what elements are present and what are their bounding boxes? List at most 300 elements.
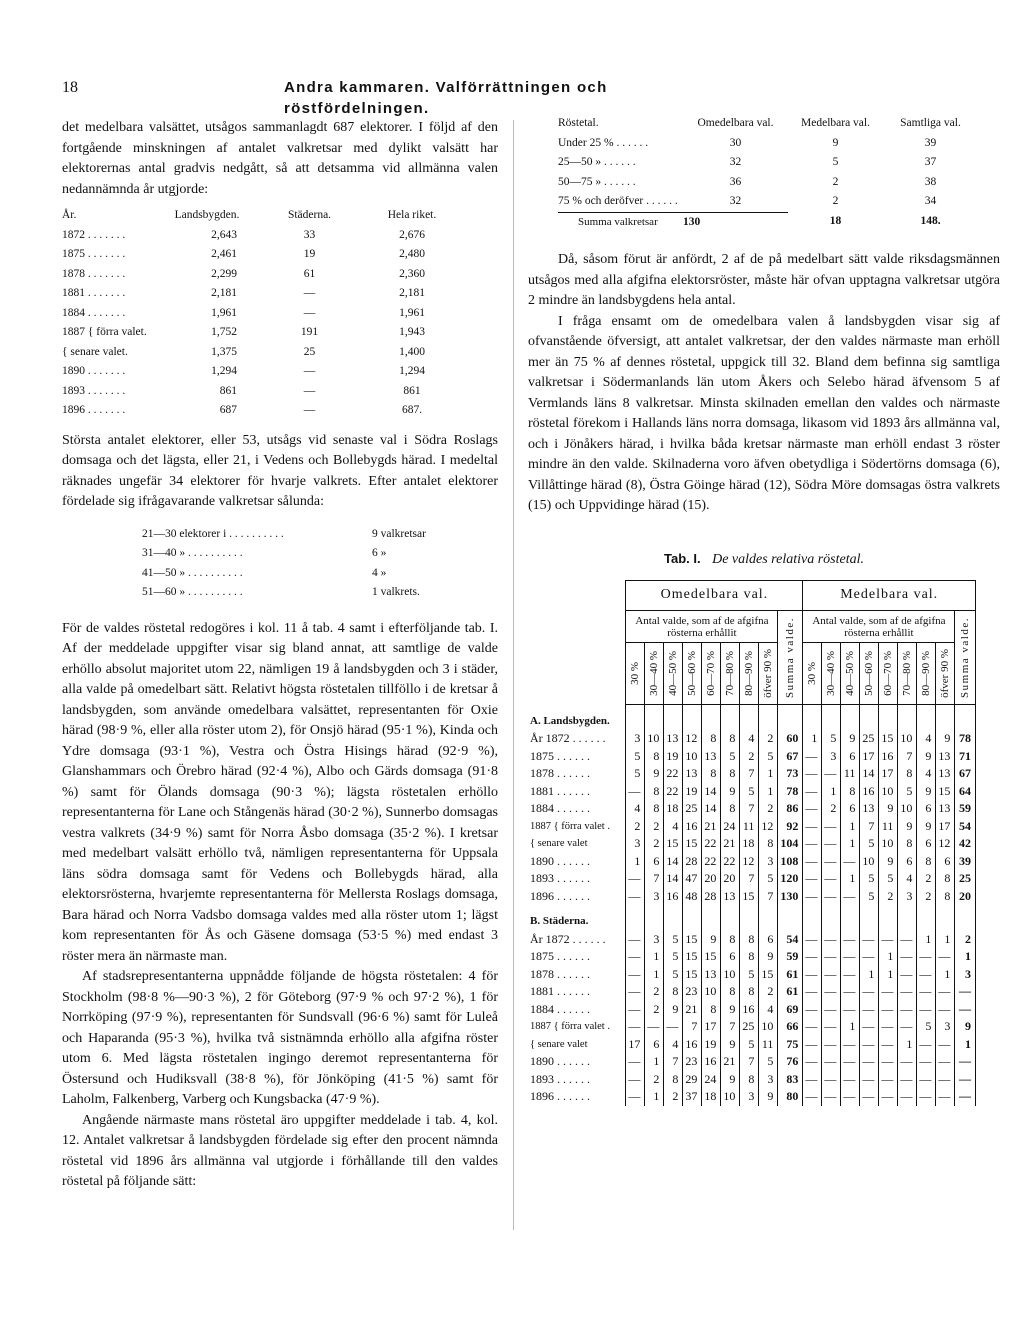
- cell: —: [803, 765, 822, 783]
- cell: —: [917, 1088, 936, 1106]
- cell: 8: [898, 765, 917, 783]
- cell: 9: [898, 818, 917, 836]
- cell: 12: [740, 853, 759, 871]
- row-label: 1890 . . . . . .: [528, 853, 626, 871]
- table-title: De valdes relativa röstetal.: [712, 551, 864, 567]
- cell: 1: [645, 1053, 664, 1071]
- row-label: 75 % och deröfver . . . . . .: [558, 195, 678, 207]
- cell: —: [898, 966, 917, 984]
- sum-cell: 9: [955, 1018, 976, 1036]
- pct-header: 70—80 %: [898, 643, 917, 705]
- cell: [721, 705, 740, 731]
- cell: 3: [626, 730, 645, 748]
- cell: 8: [740, 931, 759, 949]
- table-row: [62, 362, 462, 382]
- table-row: [62, 343, 462, 363]
- table-row: [62, 304, 462, 324]
- cell: —: [879, 1088, 898, 1106]
- cell: 4: [664, 818, 683, 836]
- cell: 8: [721, 765, 740, 783]
- table-row: [528, 888, 976, 906]
- cell: —: [626, 948, 645, 966]
- cell: 9 valkretsar: [372, 527, 426, 540]
- row-label: 1878 . . . . . .: [528, 966, 626, 984]
- cell: [759, 705, 778, 731]
- cell: 19: [303, 248, 316, 260]
- cell: —: [879, 1053, 898, 1071]
- cell: —: [841, 966, 860, 984]
- cell: 15: [936, 783, 955, 801]
- paragraph: [62, 619, 498, 968]
- cell: 3: [822, 748, 841, 766]
- sum-cell: 120: [778, 870, 803, 888]
- cell: —: [841, 888, 860, 906]
- header-omedelbara: Omedelbara val.: [626, 581, 803, 611]
- sum-cell: 66: [778, 1018, 803, 1036]
- cell: 1,375: [211, 345, 237, 358]
- cell: [936, 705, 955, 731]
- cell: 8: [740, 983, 759, 1001]
- cell: 8: [740, 948, 759, 966]
- cell: —: [936, 1001, 955, 1019]
- cell: 7: [721, 1018, 740, 1036]
- cell: 5: [832, 156, 839, 168]
- cell: —: [860, 1001, 879, 1019]
- pct-header: öfver 90 %: [759, 643, 778, 705]
- cell: 15: [879, 730, 898, 748]
- cell: 1,961: [399, 306, 425, 319]
- table-row: [528, 1018, 976, 1036]
- sum-cell: —: [955, 1053, 976, 1071]
- row-label: { senare valet: [528, 835, 626, 853]
- cell: —: [860, 1071, 879, 1089]
- table-number: Tab. I.: [663, 550, 701, 566]
- cell: 13: [936, 765, 955, 783]
- cell: 5: [860, 870, 879, 888]
- cell: 1: [759, 765, 778, 783]
- cell: [803, 905, 822, 931]
- cell: —: [303, 306, 316, 319]
- row-label: Summa valkretsar: [558, 212, 683, 232]
- cell: 15: [683, 835, 702, 853]
- cell: 4: [759, 1001, 778, 1019]
- row-label: 41—50 » . . . . . . . . . .: [142, 566, 243, 579]
- cell: 7: [740, 870, 759, 888]
- cell: —: [626, 966, 645, 984]
- cell: 2,299: [211, 267, 237, 280]
- cell: 6: [917, 835, 936, 853]
- cell: 11: [841, 765, 860, 783]
- cell: —: [822, 870, 841, 888]
- row-label: 1893 . . . . . . .: [62, 384, 126, 397]
- cell: [721, 905, 740, 931]
- relative-votes-table: [528, 580, 976, 1106]
- cell: [740, 905, 759, 931]
- cell: 2: [917, 870, 936, 888]
- table-row: [528, 765, 976, 783]
- sum-cell: 78: [955, 730, 976, 748]
- cell: 14: [860, 765, 879, 783]
- cell: [860, 905, 879, 931]
- cell: 28: [702, 888, 721, 906]
- row-label: 1884 . . . . . .: [528, 1001, 626, 1019]
- cell: —: [898, 1088, 917, 1106]
- cell: 9: [664, 1001, 683, 1019]
- cell: 6: [841, 748, 860, 766]
- paragraph: Största antalet elektorer, eller 53, utsågs vid senaste val i Södra Roslags domsaga och det lägsta, eller 21, i Vedens och Bollebygds härad. I medeltal räknades ungefär 34 elektorer för hvarje valkrets. Efter antalet elektorer fördelade sig ifrågavarande valkretsar sålunda:: [62, 432, 498, 509]
- cell: 61: [303, 267, 316, 280]
- row-label: 1890 . . . . . . .: [62, 365, 126, 377]
- cell: [898, 705, 917, 731]
- cell: 5: [860, 888, 879, 906]
- cell: —: [803, 748, 822, 766]
- cell: 1: [759, 783, 778, 801]
- table-row: [62, 245, 462, 265]
- cell: —: [841, 1053, 860, 1071]
- cell: 19: [664, 748, 683, 766]
- col-header: Städerna.: [287, 209, 332, 221]
- cell: 22: [702, 835, 721, 853]
- left-column: [62, 118, 498, 1193]
- row-label: 1875 . . . . . . .: [62, 248, 126, 260]
- cell: 1: [645, 1088, 664, 1106]
- cell: —: [626, 983, 645, 1001]
- cell: 9: [917, 818, 936, 836]
- cell: —: [803, 835, 822, 853]
- table-row: [528, 748, 976, 766]
- table-row: [528, 1071, 976, 1089]
- cell: 12: [683, 730, 702, 748]
- table-row: [528, 835, 976, 853]
- cell: [936, 905, 955, 931]
- row-label: 1890 . . . . . .: [528, 1053, 626, 1071]
- cell: 1: [841, 818, 860, 836]
- cell: 1,294: [399, 365, 425, 377]
- cell: 10: [759, 1018, 778, 1036]
- cell: 4: [664, 1036, 683, 1054]
- pct-header: 40—50 %: [841, 643, 860, 705]
- cell: —: [879, 1036, 898, 1054]
- cell: 8: [898, 835, 917, 853]
- pct-header: 50—60 %: [860, 643, 879, 705]
- sum-cell: 61: [778, 983, 803, 1001]
- cell: 9: [917, 748, 936, 766]
- sum-cell: —: [955, 1071, 976, 1089]
- table-row: [528, 870, 976, 888]
- cell: 2,461: [211, 248, 237, 260]
- section-label: A. Landsbygden.: [528, 705, 626, 731]
- cell: 22: [664, 765, 683, 783]
- cell: 16: [683, 1036, 702, 1054]
- cell: —: [898, 1001, 917, 1019]
- cell: —: [841, 1071, 860, 1089]
- cell: 25: [740, 1018, 759, 1036]
- cell: 7: [683, 1018, 702, 1036]
- cell: [740, 705, 759, 731]
- cell: 7: [898, 748, 917, 766]
- cell: —: [879, 1018, 898, 1036]
- cell: —: [860, 983, 879, 1001]
- cell: 9: [721, 1071, 740, 1089]
- cell: 9: [936, 730, 955, 748]
- cell: —: [917, 948, 936, 966]
- cell: 191: [300, 326, 319, 338]
- cell: 5: [626, 765, 645, 783]
- cell: 2,181: [399, 287, 425, 299]
- header-antal: Antal valde, som af de afgifna rösterna erhållit: [803, 611, 955, 643]
- cell: 2: [917, 888, 936, 906]
- cell: 2: [832, 195, 839, 208]
- cell: [664, 905, 683, 931]
- table-row: [558, 153, 978, 173]
- cell: 5: [917, 1018, 936, 1036]
- sum-cell: 71: [955, 748, 976, 766]
- sum-cell: 2: [955, 931, 976, 949]
- cell: 22: [702, 853, 721, 871]
- cell: —: [645, 1018, 664, 1036]
- cell: 30: [729, 136, 742, 149]
- pct-header: 50—60 %: [683, 643, 702, 705]
- table-row: [142, 583, 426, 603]
- cell: —: [841, 1088, 860, 1106]
- cell: 16: [683, 818, 702, 836]
- sum-cell: 73: [778, 765, 803, 783]
- cell: 13: [860, 800, 879, 818]
- cell: —: [626, 1001, 645, 1019]
- cell: 21: [702, 818, 721, 836]
- cell: —: [898, 1071, 917, 1089]
- sum-cell: 54: [955, 818, 976, 836]
- pct-header: 70—80 %: [721, 643, 740, 705]
- cell: [955, 905, 976, 931]
- cell: 8: [721, 983, 740, 1001]
- cell: 4: [626, 800, 645, 818]
- cell: 2: [626, 818, 645, 836]
- cell: 10: [879, 835, 898, 853]
- cell: —: [822, 765, 841, 783]
- cell: —: [303, 365, 316, 377]
- cell: 148.: [920, 215, 941, 228]
- cell: —: [898, 1053, 917, 1071]
- cell: —: [803, 888, 822, 906]
- cell: —: [822, 931, 841, 949]
- cell: 9: [721, 783, 740, 801]
- cell: 8: [759, 835, 778, 853]
- table-row: [62, 265, 462, 285]
- cell: 37: [683, 1088, 702, 1106]
- cell: 23: [683, 983, 702, 1001]
- page-header: [62, 78, 752, 117]
- cell: —: [841, 931, 860, 949]
- cell: —: [626, 1071, 645, 1089]
- cell: [683, 905, 702, 931]
- cell: 5: [759, 1053, 778, 1071]
- cell: —: [822, 983, 841, 1001]
- cell: 24: [721, 818, 740, 836]
- cell: 10: [860, 853, 879, 871]
- sum-cell: 42: [955, 835, 976, 853]
- cell: 8: [645, 800, 664, 818]
- cell: [822, 905, 841, 931]
- cell: 8: [721, 931, 740, 949]
- cell: 19: [683, 783, 702, 801]
- cell: —: [860, 1018, 879, 1036]
- paragraph: det medelbara valsättet, utsågos sammanlagdt 687 elektorer. I följd af den fortgående minskningen af antalet valkretsar med dylikt valsätt har elektorernas antal gradvis nedgått, så att detsamma vid allmänna valen nedannämnda år utgjorde:: [62, 120, 498, 197]
- table-row: [142, 544, 426, 564]
- cell: 7: [740, 800, 759, 818]
- table-row: [528, 1088, 976, 1106]
- cell: —: [803, 948, 822, 966]
- cell: 20: [702, 870, 721, 888]
- cell: 14: [702, 800, 721, 818]
- cell: 15: [683, 966, 702, 984]
- cell: —: [917, 966, 936, 984]
- cell: 8: [664, 983, 683, 1001]
- sum-cell: 64: [955, 783, 976, 801]
- cell: 7: [759, 888, 778, 906]
- cell: [841, 705, 860, 731]
- cell: 9: [841, 730, 860, 748]
- column-divider: [513, 120, 514, 1230]
- cell: —: [860, 1053, 879, 1071]
- header-summa: Summa valde.: [778, 611, 803, 705]
- sum-cell: 1: [955, 948, 976, 966]
- cell: 6: [759, 931, 778, 949]
- cell: 861: [219, 384, 237, 397]
- pct-header: 80—90 %: [917, 643, 936, 705]
- row-label: { senare valet: [528, 1036, 626, 1054]
- cell: 10: [683, 748, 702, 766]
- sum-cell: 104: [778, 835, 803, 853]
- cell: —: [803, 1001, 822, 1019]
- cell: 17: [860, 748, 879, 766]
- row-label: 50—75 » . . . . . .: [558, 175, 636, 188]
- cell: 36: [729, 175, 742, 188]
- electors-year-table: [62, 206, 462, 421]
- cell: —: [936, 1071, 955, 1089]
- right-column: [528, 114, 1000, 1106]
- cell: 10: [721, 1088, 740, 1106]
- cell: 861: [403, 384, 421, 397]
- table-row: [142, 564, 426, 584]
- cell: 2: [645, 835, 664, 853]
- cell: 1,943: [399, 326, 425, 338]
- sum-cell: 80: [778, 1088, 803, 1106]
- row-label: 1893 . . . . . .: [528, 870, 626, 888]
- cell: 15: [664, 835, 683, 853]
- cell: —: [803, 983, 822, 1001]
- cell: 13: [664, 730, 683, 748]
- cell: 1: [645, 966, 664, 984]
- cell: 8: [702, 730, 721, 748]
- cell: 2,360: [399, 267, 425, 280]
- cell: 10: [702, 983, 721, 1001]
- sum-cell: —: [955, 1001, 976, 1019]
- cell: —: [822, 1053, 841, 1071]
- cell: 3: [936, 1018, 955, 1036]
- cell: 15: [683, 931, 702, 949]
- cell: [664, 705, 683, 731]
- cell: —: [803, 1088, 822, 1106]
- cell: 20: [721, 870, 740, 888]
- cell: 9: [721, 1001, 740, 1019]
- cell: 8: [740, 1071, 759, 1089]
- cell: —: [803, 870, 822, 888]
- cell: 38: [924, 175, 937, 188]
- row-label: 1896 . . . . . .: [528, 1088, 626, 1106]
- sum-cell: 20: [955, 888, 976, 906]
- sum-cell: 59: [955, 800, 976, 818]
- cell: 8: [841, 783, 860, 801]
- cell: [683, 705, 702, 731]
- cell: 4: [740, 730, 759, 748]
- vote-share-table: [558, 114, 978, 232]
- cell: 22: [721, 853, 740, 871]
- cell: [626, 905, 645, 931]
- table-row: [558, 134, 978, 154]
- cell: [702, 905, 721, 931]
- header-summa: Summa valde.: [955, 611, 976, 705]
- table-row: [62, 323, 462, 343]
- cell: 10: [879, 783, 898, 801]
- cell: [645, 705, 664, 731]
- cell: —: [803, 1053, 822, 1071]
- cell: [778, 905, 803, 931]
- cell: 33: [303, 228, 316, 241]
- cell: 10: [898, 800, 917, 818]
- cell: —: [822, 948, 841, 966]
- table-row: [528, 818, 976, 836]
- sum-cell: 61: [778, 966, 803, 984]
- cell: 2: [879, 888, 898, 906]
- sum-cell: 108: [778, 853, 803, 871]
- row-label: 1878 . . . . . . .: [62, 267, 126, 280]
- cell: [822, 705, 841, 731]
- cell: 9: [759, 948, 778, 966]
- sum-cell: 78: [778, 783, 803, 801]
- cell: [626, 705, 645, 731]
- cell: —: [822, 1036, 841, 1054]
- paragraph: Då, såsom förut är anfördt, 2 af de på medelbart sätt valde riksdagsmännen utsågos med alla afgifna elektorsröster, måste här ofvan upptagna valkretsar utgöra 2 mindre än landsbygdens hela antal.: [528, 252, 1000, 308]
- col-header: Samtliga val.: [900, 117, 961, 130]
- running-title: Andra kammaren. Valförrättningen och röstfördelningen.: [284, 79, 608, 117]
- cell: 1: [879, 948, 898, 966]
- cell: 13: [936, 800, 955, 818]
- row-label: År 1872 . . . . . .: [528, 730, 626, 748]
- row-label: 1878 . . . . . .: [528, 765, 626, 783]
- sum-cell: 130: [778, 888, 803, 906]
- cell: 6: [917, 800, 936, 818]
- cell: 4: [917, 765, 936, 783]
- cell: 5: [879, 870, 898, 888]
- row-label: Under 25 % . . . . . .: [558, 136, 649, 149]
- row-label: 1893 . . . . . .: [528, 1071, 626, 1089]
- cell: 8: [664, 1071, 683, 1089]
- table-row: [528, 948, 976, 966]
- cell: 1,294: [211, 365, 237, 377]
- row-label: 1896 . . . . . . .: [62, 404, 126, 416]
- cell: 6: [898, 853, 917, 871]
- pct-header: öfver 90 %: [936, 643, 955, 705]
- paragraph: Af stadsrepresentanterna uppnådde följande de högsta röstetalen: 4 för Stockholm (98·8 %—90·3 %), 2 för Göteborg (97·9 % och 97·2 %), 1 för Norrköping (97·9 %), representanten för Sundsvall (96·6 %) samt för Luleå och Haparanda (95·3 %), hvilka två sistnämnda erhöllo alla afgifna röster utom 6. Med lägsta röstetalen ingingo deremot representanterna för Östersund och Hudiksvall (38·8 %), för Jönköping (41·5 %) samt för Laholm, Falkenberg, Varberg och Kungsbacka (47·9 %).: [62, 969, 498, 1107]
- row-label: 1875 . . . . . .: [528, 748, 626, 766]
- cell: 39: [924, 136, 937, 149]
- cell: 8: [936, 888, 955, 906]
- cell: 2: [759, 800, 778, 818]
- cell: 48: [683, 888, 702, 906]
- cell: 5: [740, 1036, 759, 1054]
- cell: [955, 705, 976, 731]
